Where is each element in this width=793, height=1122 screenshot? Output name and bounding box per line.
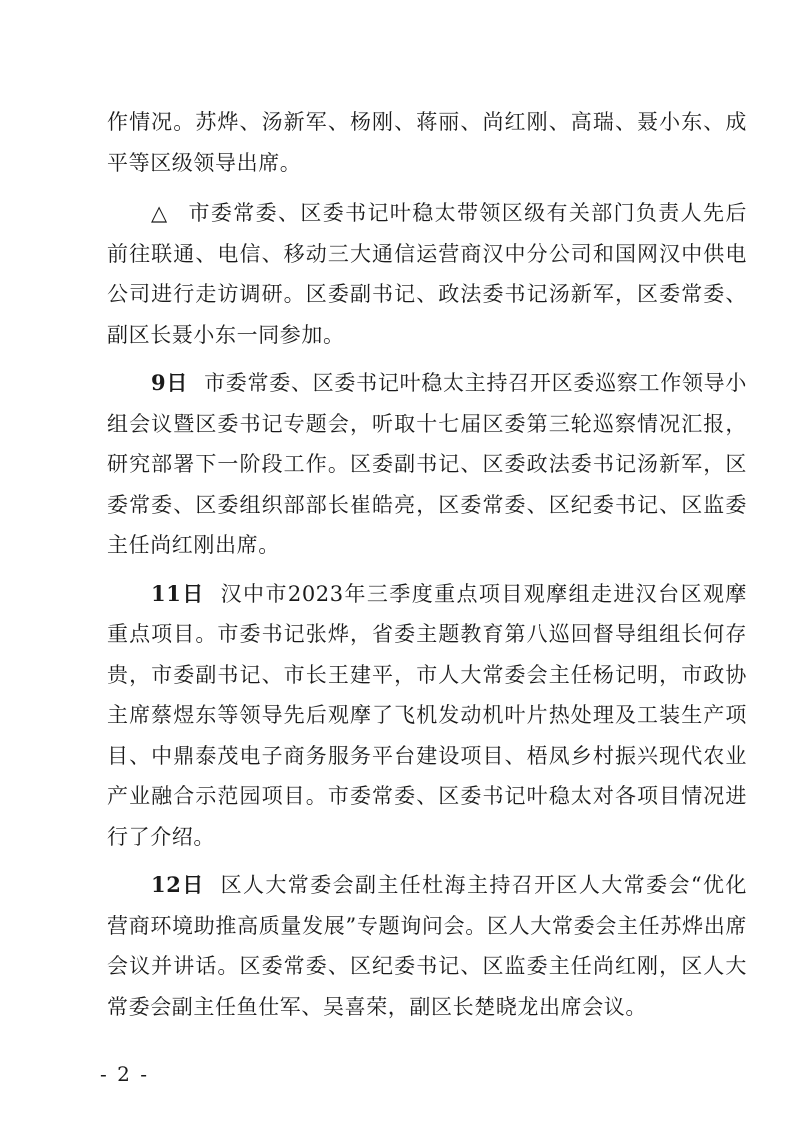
paragraph-day-11 [107, 574, 747, 858]
paragraph-text: 作情况。苏烨、汤新军、杨刚、蒋丽、尚红刚、高瑞、聂小东、成平等区级领导出席。 [107, 110, 747, 175]
paragraph-day-9 [107, 363, 747, 566]
paragraph-triangle-entry [107, 193, 747, 355]
date-marker: 11日 [151, 580, 205, 606]
paragraph-text: 区人大常委会副主任杜海主持召开区人大常委会“优化营商环境助推高质量发展”专题询问会。区人大常委会主任苏烨出席会议并讲话。区委常委、区纪委书记、区监委主任尚红刚，区人大常委会副主任鱼仕军、吴喜荣，副区长楚晓龙出席会议。 [107, 873, 748, 1019]
document-body [107, 102, 747, 1027]
paragraph-day-12 [107, 865, 747, 1027]
paragraph-text: 市委常委、区委书记叶稳太带领区级有关部门负责人先后前往联通、电信、移动三大通信运营商汉中分公司和国网汉中供电公司进行走访调研。区委副书记、政法委书记汤新军，区委常委、副区长聂小东一同参加。 [107, 201, 748, 347]
paragraph-text: 市委常委、区委书记叶稳太主持召开区委巡察工作领导小组会议暨区委书记专题会，听取十七届区委第三轮巡察情况汇报，研究部署下一阶段工作。区委副书记、区委政法委书记汤新军，区委常委、区委组织部部长崔皓亮，区委常委、区纪委书记、区监委主任尚红刚出席。 [107, 371, 748, 557]
paragraph-continued [107, 102, 747, 183]
date-marker: 9日 [151, 370, 189, 395]
date-marker: 12日 [151, 872, 205, 897]
paragraph-text: 汉中市2023年三季度重点项目观摩组走进汉台区观摩重点项目。市委书记张烨，省委主题教育第八巡回督导组组长何存贵，市委副书记、市长王建平，市人大常委会主任杨记明，市政协主席蔡煜东等领导先后观摩了飞机发动机叶片热处理及工装生产项目、中鼎泰茂电子商务服务平台建设项目、梧凤乡村振兴现代农业产业融合示范园项目。市委常委、区委书记叶稳太对各项目情况进行了介绍。 [107, 581, 747, 849]
page-number: - 2 - [100, 1062, 149, 1086]
triangle-marker-icon: △ [151, 201, 169, 225]
